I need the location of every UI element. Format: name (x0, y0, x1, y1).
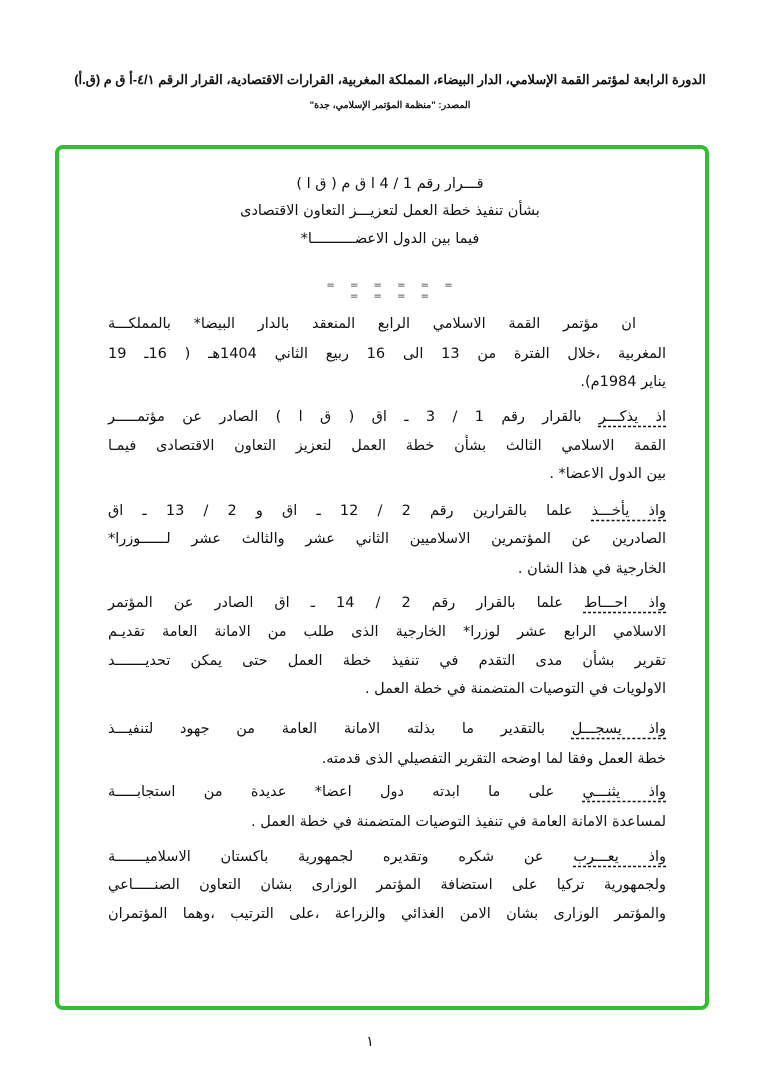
paragraph-text: والمؤتمر الوزارى بشان الامن الغذائي والزراعة ،على الترتيب ،وهما المؤتمران (108, 906, 666, 922)
paragraph-text: الخارجية في هذا الشان . (517, 561, 666, 577)
paragraph-text: علما بالقرارين رقم 2 / 12 ـ اق و 2 / 13 ـ اق (108, 503, 573, 519)
paragraph-keyword: اذ يذكـــر (598, 409, 667, 425)
resolution-title: قـــرار رقم 1 / 4 ا ق م ( ق ا ) (296, 176, 484, 192)
paragraph-keyword: واذ يثنـــي (582, 784, 666, 800)
paragraph-text: بين الدول الاعضا* . (549, 466, 666, 482)
paragraph-line (108, 721, 666, 737)
paragraph-line (108, 595, 666, 611)
paragraph-line (108, 877, 666, 893)
paragraph-text: خطة العمل وفقا لما اوضحه التقرير التفصيلي الذى قدمته. (321, 751, 666, 767)
header-title: الدورة الرابعة لمؤتمر القمة الإسلامي، الدار البيضاء، المملكة المغربية، القرارات الاقتصادية، القرار الرقم ٤/١-أ ق م (ق.أ) (74, 72, 706, 87)
paragraph-text: ولجمهورية تركيا على استضافة المؤتمر الوزارى بشان التعاون الصنـــــاعي (108, 877, 666, 893)
paragraph-line (108, 346, 666, 362)
paragraph-text: الاولويات في التوصيات المتضمنة في خطة العمل . (364, 681, 666, 697)
paragraph-text: تقرير بشأن مدى التقدم في تنفيذ خطة العمل حتى يمكن تحديـــــــد (108, 653, 666, 669)
paragraph-line (108, 814, 666, 830)
paragraph-text: علما بالقرار رقم 2 / 14 ـ اق الصادر عن المؤتمر (108, 595, 563, 611)
paragraph-text: الصادرين عن المؤتمرين الاسلاميين الثاني عشر والثالث عشر لــــــوزرا* (108, 531, 666, 547)
page-number: ١ (366, 1034, 374, 1050)
paragraph-text: يناير 1984م). (580, 374, 666, 390)
paragraph-text: بالتقدير ما بذلته الامانة العامة من جهود لتنفيـــذ (108, 721, 545, 737)
paragraph-keyword: واذ يعـــرب (573, 849, 667, 865)
header-source: المصدر: "منظمة المؤتمر الإسلامي، جدة" (309, 100, 471, 111)
paragraph-line (108, 409, 666, 425)
resolution-subtitle: فيما بين الدول الاعضــــــــــا* (300, 231, 480, 247)
paragraph-keyword: واذ احـــاط (583, 595, 667, 611)
paragraph-line (108, 438, 666, 454)
paragraph-text: الاسلامي الرابع عشر لوزرا* الخارجية الذى طلب من الامانة العامة تقديـم (108, 624, 666, 640)
paragraph-line (108, 503, 666, 519)
resolution-subtitle: بشأن تنفيذ خطة العمل لتعزيـــز التعاون الاقتصادى (240, 203, 540, 219)
paragraph-text: المغربية ،خلال الفترة من 13 الى 16 ربيع الثاني 1404هـ ( 16ـ 19 (108, 346, 666, 362)
paragraph-text: بالقرار رقم 1 / 3 ـ اق ( ق ا ) الصادر عن مؤتمـــــر (108, 409, 582, 425)
paragraph-line (108, 849, 666, 865)
paragraph-line (108, 906, 666, 922)
paragraph-line (108, 624, 666, 640)
paragraph-line (108, 316, 636, 332)
paragraph-text: على ما ابدته دول اعضا* عديدة من استجابـــــة (108, 784, 555, 800)
paragraph-keyword: واذ يأخـــذ (591, 503, 667, 519)
paragraph-text: ان مؤتمر القمة الاسلامي الرابع المنعقد بالدار البيضا* بالمملكـــة (108, 316, 636, 332)
paragraph-line (108, 784, 666, 800)
separator: = = = = = = = = = = (326, 280, 459, 302)
paragraph-line (108, 374, 666, 390)
paragraph-line (108, 653, 666, 669)
paragraph-text: لمساعدة الامانة العامة في تنفيذ التوصيات المتضمنة في خطة العمل . (251, 814, 666, 830)
paragraph-line (108, 466, 666, 482)
paragraph-line (108, 531, 666, 547)
paragraph-line (108, 751, 666, 767)
paragraph-text: عن شكره وتقديره لجمهورية باكستان الاسلاميـــــــة (108, 849, 544, 865)
paragraph-text: القمة الاسلامي الثالث بشأن خطة العمل لتعزيز التعاون الاقتصادى فيمـا (108, 438, 666, 454)
paragraph-line (108, 561, 666, 577)
paragraph-keyword: واذ يسجـــل (571, 721, 666, 737)
paragraph-line (108, 681, 666, 697)
